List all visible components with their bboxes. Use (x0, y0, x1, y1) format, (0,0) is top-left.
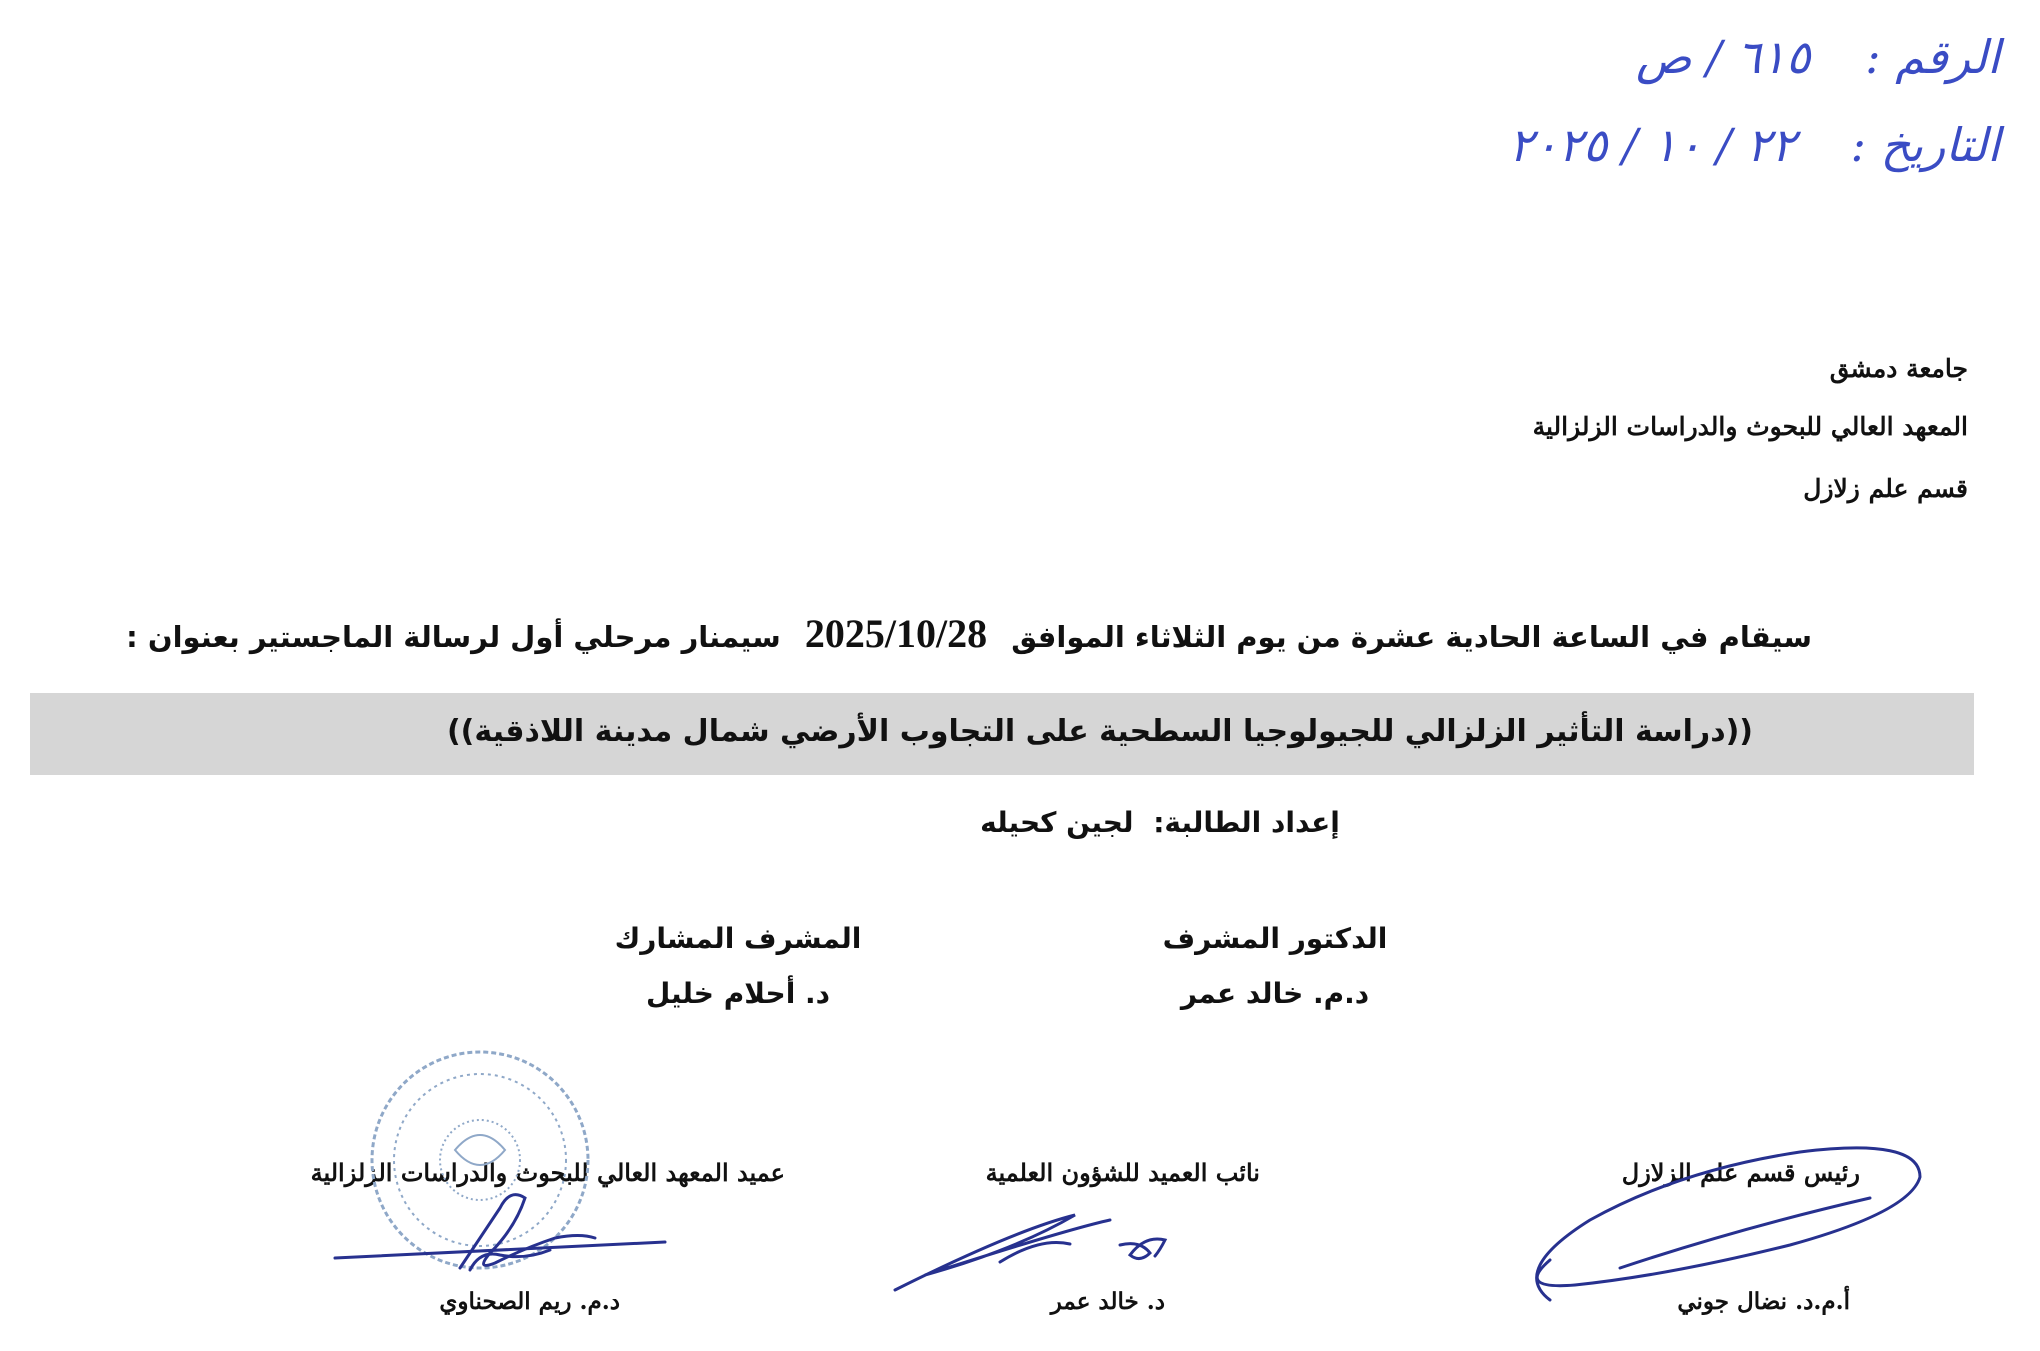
dean-signature (335, 1195, 665, 1270)
vice-dean-name: د. خالد عمر (1050, 1288, 1165, 1315)
reference-number-label: الرقم : (1865, 30, 2000, 84)
department-head-signature (1537, 1148, 1920, 1300)
co-supervisor-name: د. أحلام خليل (645, 977, 831, 1010)
dean-name: د.م. ريم الصحناوي (439, 1288, 620, 1315)
main-supervisor-role: الدكتور المشرف (1162, 922, 1388, 955)
vice-dean-signature (895, 1215, 1165, 1290)
reference-number-value: ٦١٥ / ص (1635, 30, 1811, 84)
reference-date-value: ٢٢ / ١٠ / ٢٠٢٥ (1508, 118, 1796, 172)
co-supervisor-role: المشرف المشارك (614, 922, 862, 955)
institute-name: المعهد العالي للبحوث والدراسات الزلزالية (1532, 412, 1968, 441)
announcement-date: 2025/10/28 (804, 611, 988, 656)
reference-date-label: التاريخ : (1850, 118, 2000, 172)
university-name: جامعة دمشق (1829, 354, 1968, 383)
department-name: قسم علم زلازل (1803, 474, 1968, 503)
vice-dean-title: نائب العميد للشؤون العلمية (985, 1158, 1260, 1187)
student-label: إعداد الطالبة: (1153, 806, 1340, 839)
announcement-before-date: سيقام في الساعة الحادية عشرة من يوم الثلاثاء الموافق (1011, 620, 1812, 654)
department-head-title: رئيس قسم علم الزلازل (1621, 1158, 1860, 1187)
thesis-title: ((دراسة التأثير الزلزالي للجيولوجيا السطحية على التجاوب الأرضي شمال مدينة اللاذقية)) (446, 714, 1754, 749)
main-supervisor-name: د.م. خالد عمر (1180, 977, 1370, 1010)
dean-title: عميد المعهد العالي للبحوث والدراسات الزلزالية (310, 1158, 785, 1187)
department-head-name: أ.م.د. نضال جوني (1677, 1288, 1850, 1315)
student-name: لجين كحيله (980, 806, 1134, 839)
announcement-after-date: سيمنار مرحلي أول لرسالة الماجستير بعنوان : (126, 620, 781, 654)
